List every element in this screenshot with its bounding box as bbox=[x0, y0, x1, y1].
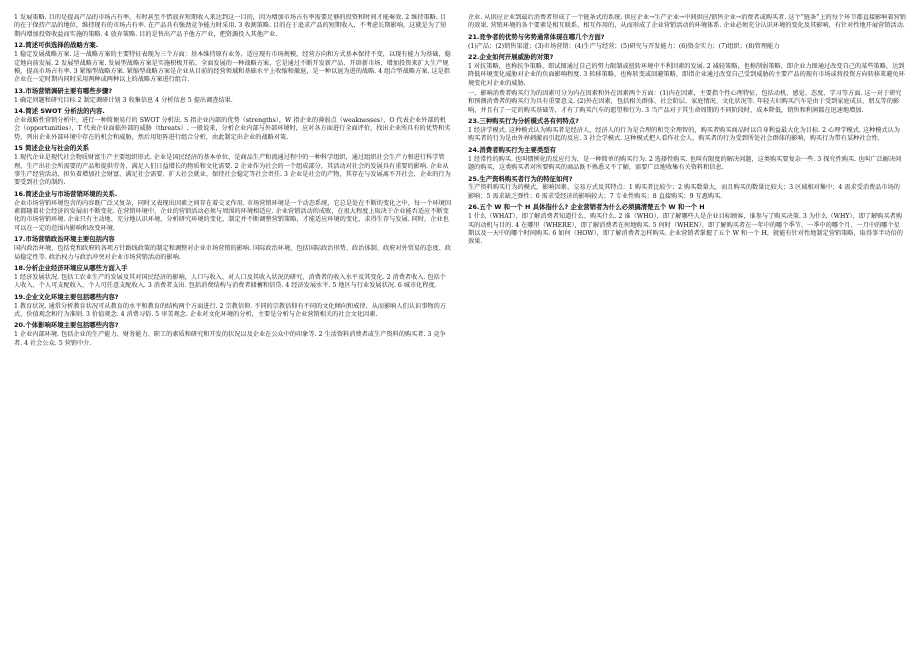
section-body-24: 1 经常性的购买. 也叫惯例化的反应行为，是一种简单的购买行为. 2 选择性购买. 也叫有限度的解决问题，这类购买要复杂一些. 3 探究性购买. 也叫广泛解决问题的购买，这类购买者对所要购买的商品既不熟悉又不了解，需要广泛地收集有关资料和信息. bbox=[468, 155, 902, 172]
section-body-16: 企业市场营销环境包含的内容既广泛又复杂，同时又表现出因素之间存在着交叉作用. 市场营销环境是一个动态系统，它总是处在不断的变化之中，每一个环境因素都随着社会经济的发展而不断变化. 在营销环境中，企业的营销活动必须与周围的环境相适应. 企业营销活动的成败，在很大程度上取决于企业能否适应不断变化的市场营销环境. 企业只有主动地、充分地认识环境，分析研究环境的变化，制定并不断调整营销策略，才能适应环境的变化，求得生存与发展. 同时，企业也可以在一定的范围内影响和改变环境. bbox=[14, 199, 452, 232]
section-body-14: 企业战略性营销分析中，进行一种简便易行的 SWOT 分析法. S 指企业内部的优势（strengths），W 指企业的薄弱点（weaknesses），O 代表企业外部的机会（opportunities），T 代表企业面临外部的威胁（threats）. 一般说来，分析企业内部与外部环境时，应对各方面进行全面评价，找出企业所具有的优势和劣势，列出企业外部环境中存在的机会和威胁，然后用矩阵进行组合分析，由此制定出企业的战略对策. bbox=[14, 116, 451, 141]
section-body-18: 1 经济发展状况. 包括工农业生产的发展及其对国民经济的影响，人口与收入、对人口及其收入状况的研究，消费者的收入水平及其变化. 2 消费者收入. 包括个人收入、个人可支配收入、个人可任意支配收入. 3 消费者支出. 包括消费结构与消费者储蓄和信贷. 4 经济发展水平. 5 地区与行业发展状况. 6 城市化程度. bbox=[14, 273, 446, 290]
section-body-21: (1)产品；(2)销售渠道；(3)市场营销；(4)生产与经营；(5)研究与开发能力；(6)资金实力；(7)组织；(8)管理能力 bbox=[468, 42, 780, 50]
right-intro: 企业. 从供应企业到最后消费者形成了一个链条式的系统. 供应企业→生产企业→中间供应/销售企业→消费者或购买者. 这个“链条”上的每个环节都直接影响着营销的效果. 营销环境的各个要素是相互联系、相互作用的，从而形成了企业营销活动的环境体系. 企业必须充分认识环境的变化及其影响，有针对性地开展营销活动. bbox=[468, 14, 906, 30]
section-title-26: 26.五个 W 和一个 H 具体指什么? 企业营销者为什么必须搞清楚五个 W 和一个 H bbox=[468, 203, 705, 212]
section-title-19: 19.企业文化环境主要包括哪些内容? bbox=[14, 292, 119, 301]
section-title-23: 23.三种购买行为分析模式各有何特点? bbox=[468, 117, 579, 126]
left-column bbox=[14, 14, 452, 645]
section-body-17: 国内政治环境，包括党和政府的各项方针路线政策的制定和调整对企业市场营销的影响. 国际政治环境，包括国际政治形势、政治体制、政府对外贸易的态度、政局稳定性等. 政治权力与政治冲突对企业市场营销活动的影响. bbox=[14, 245, 452, 261]
section-body-23: 1 经济学模式. 这种模式认为购买者是经济人，经济人的行为是合理的和完全理智的，购买者购买商品时以自身利益最大化为目标. 2 心理学模式. 这种模式认为购买者的行为是由外界刺激而引起的反应. 3 社会学模式. 这种模式把人看作社会人，购买者的行为受到所处社会群体的影响，购买行为带有某种社会性. bbox=[468, 126, 900, 143]
section-body-15: 1 现代企业是现代社会物质财富生产主要组织形式. 企业是国民经济的基本单位，是商品生产和流通过程中的一种科学组织，通过组织社会生产力和进行科学管理，生产出社会所需要的产品和提供劳务，满足人们日益增长的物质和文化需要. 2 企业作为社会的一个组成部分，其活动对社会的发展具有重要的影响. 企业从事生产经营活动，担负着增加社会财富、满足社会需要、扩大社会就业、保持社会稳定等社会责任. 3 企业是社会的产物，其存在与发展离不开社会，企业的行为要受到社会的制约. bbox=[14, 154, 451, 187]
right-column bbox=[468, 14, 906, 645]
section-title-13: 13.市场营销调研主要有哪些步骤? bbox=[14, 86, 113, 95]
section-body-19: 1 教育状况. 通常分析教育状况可从教育的水平和教育的结构两个方面进行. 2 宗教信仰. 不同的宗教信仰有不同的文化倾向和戒律，从而影响人们认识事物的方式、价值观念和行为准则. 3 价值观念. 4 消费习俗. 5 审美观念. 企业对文化环境的分析，主要是分析与企业营销相关的社会文化因素. bbox=[14, 302, 446, 318]
section-title-24: 24.消费者购买行为主要类型有 bbox=[468, 145, 557, 154]
section-title-22: 22.企业如何开展威胁的对策? bbox=[468, 53, 554, 62]
section-title-21: 21.竞争者的优势与劣势通常体现在哪几个方面? bbox=[468, 32, 605, 41]
left-intro: 1 发展策略. 目的是提高产品的市场占有率，有时甚至不惜放弃短期收入来达到这一目的，因为增加市场占有率需要足够的投资和时间才能奏效. 2 维持策略. 目的在于保持产品的地位，维持现有的市场占有率. 在产品具有强劲竞争能力时采用. 3 收割策略. 目的在于追求产品的短期收入，不考虑长期影响，这就是为了短期内增加投资收益而实施的策略. 4 放弃策略. 目的是售出产品予他方产业，把资源投入其他产业. bbox=[14, 14, 447, 38]
section-body-12: 1 稳定发展战略方案. 这一战略方案的主要特征表现为三个方面：基本维持原有业务，适应现有市场规模，经营方向和方式基本保持不变，以现有能力为基础，稳定地向前发展. 2 发展型战略方案. 发展型战略方案是实施积极开拓、全面发展的一种战略方案，它是通过不断开发新产品、开辟新市场、增加投资来扩大生产规模，提高市场占有率. 3 紧缩型战略方案. 紧缩型战略方案是企业从目前的经营领域和基础水平上收缩和撤退，是一种以退为进的战略. 4 组合型战略方案. 这是指企业在一定时期内同时采用两种或两种以上的战略方案进行组合. bbox=[14, 51, 451, 84]
section-body-26: 1 什么（WHAT），即了解消费者知道什么、购买什么. 2 谁（WHO），即了解哪些人是企业目标顾客，谁参与了购买决策. 3 为什么（WHY），即了解购买者购买的动机与目的. 4 在哪里（WHERE），即了解消费者在何地购买. 5 何时（WHEN），即了解购买者在一年中的哪个季节、一季中的哪个月、一月中的哪个星期以及一天中的哪个时间购买. 6 如何（HOW），即了解消费者怎样购买. 企业营销者掌握了五个 W 和一个 H，就能有针对性地制定营销策略，取得事半功倍的效果. bbox=[468, 213, 903, 246]
section-body-13: 1 确定问题和研究目标 2 制定调研计划 3 收集信息 4 分析信息 5 提出调查结果. bbox=[14, 96, 233, 104]
section-title-18: 18.分析企业经济环境应从哪些方面入手 bbox=[14, 263, 128, 272]
section-title-20: 20.个体影响环境主要包括哪些内容? bbox=[14, 321, 119, 330]
section-title-15: 15 简述企业与社会的关系 bbox=[14, 144, 90, 153]
section-title-16: 16.简述企业与市场营销环境的关系. bbox=[14, 189, 118, 198]
section-title-14: 14.简述 SWOT 分析法的内容. bbox=[14, 107, 105, 116]
section-title-12: 12.简述可供选择的战略方案. bbox=[14, 41, 99, 50]
section-body-22b: 一、影响消费者购买行为的因素可分为内在因素和外在因素两个方面：(1)内在因素，主要指个性心理特征，包括动机、感觉、态度、学习等方面. 这一对于研究和预测消费者的购买行为具有重要意义. (2)外在因素，包括相关群体、社会阶层、家庭情况、文化状况等. 年轻夫妇购买汽车是由于受到家庭成员、朋友等的影响，并且有了一定的购买基础等，才有了购买汽车的愿望和行为. 3 当产品对于其生命周期的不同阶段时，成本降低，销售和利润都在迅速地增加. bbox=[468, 89, 902, 114]
section-title-17: 17.市场营销政治环境主要包括内容 bbox=[14, 235, 115, 244]
section-body-22: 1 对抗策略，也称抗争策略，即试图通过自己的努力限制或扭转环境中不利因素的发展. 2 减轻策略，也称削弱策略，即企业力图通过改变自己的某些策略，达到降低环境变化威胁对企业的负面影响程度. 3 转移策略，也称转变或回避策略，即指企业通过改变自己受到威胁的主要产品的现有市场或将投资方向转移来避免环境变化对企业的威胁. bbox=[468, 63, 905, 87]
section-title-25: 25.生产资料购买者行为的特征如何? bbox=[468, 174, 573, 183]
section-body-20: 1 企业内部环境. 包括企业的生产能力、财务能力、职工的素质和研究和开发的状况以及企业在公众中的印象等. 2 生活资料消费者或生产资料的购买者. 3 竞争者. 4 社会公众. 5 营销中介. bbox=[14, 331, 446, 347]
section-body-25: 生产资料购买行为的模式，影响因素、交易方式及其特点：1 购买者比较少；2 购买数量大，而且购买的数量比较大；3 区域相对集中；4 需求受消费品市场的影响；5 需求缺乏弹性；6 需求受经济的影响较大；7 专业性购买；8 直接购买；9 互惠购买. bbox=[468, 184, 900, 200]
